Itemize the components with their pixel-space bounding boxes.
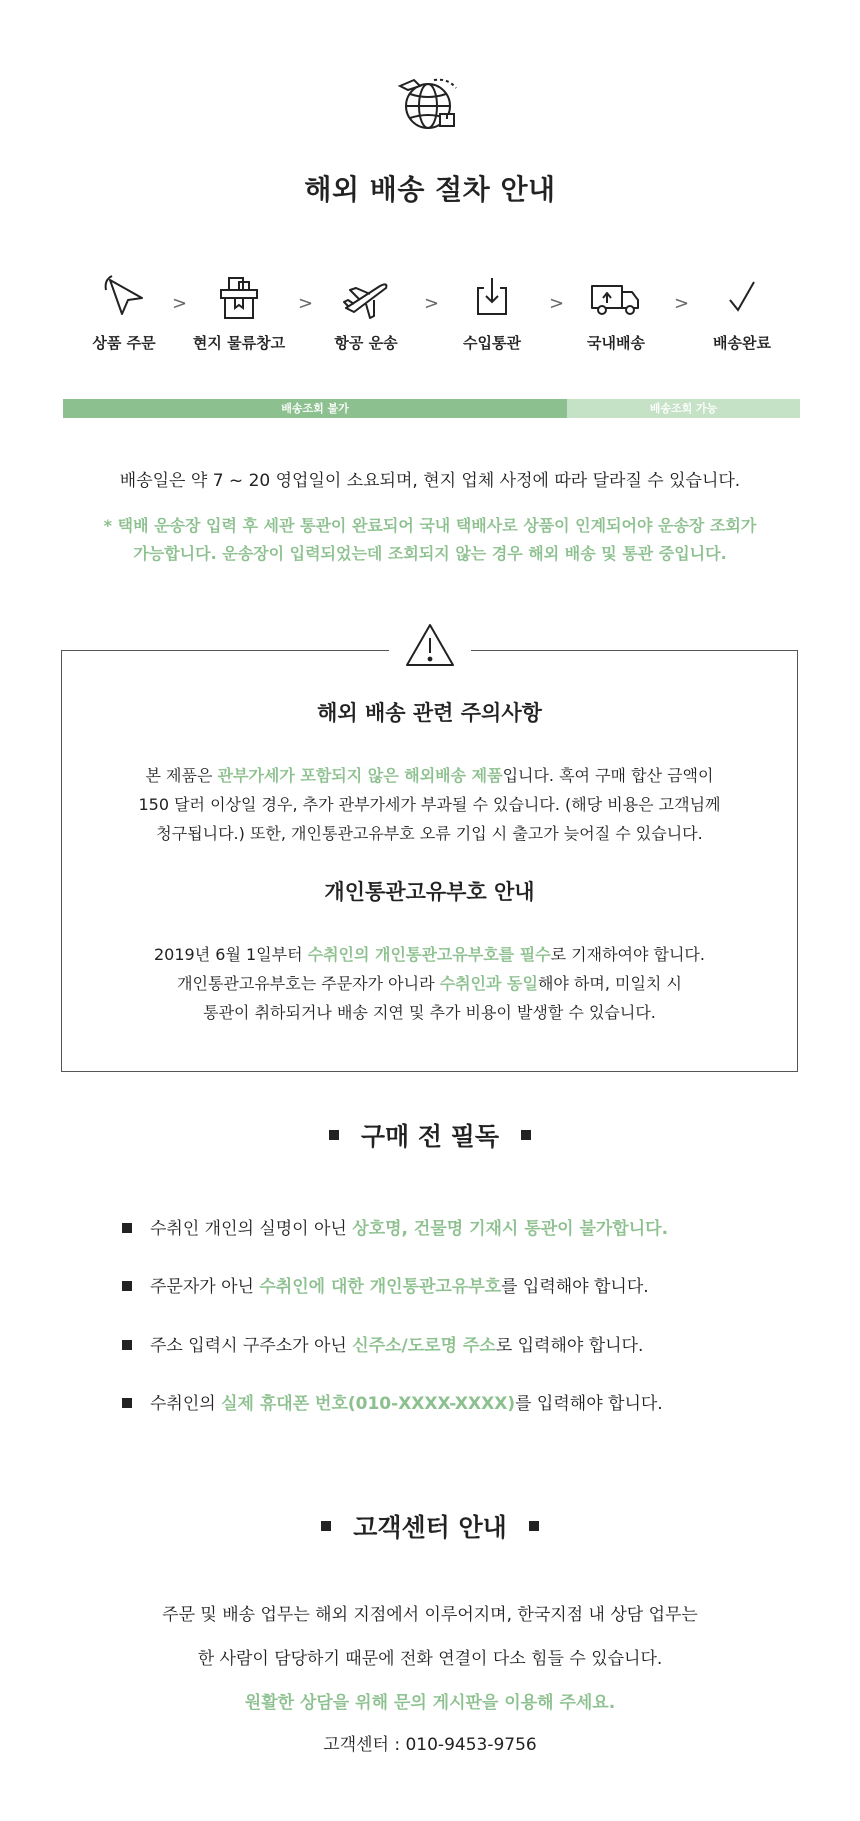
- text-line: 청구됩니다.) 또한, 개인통관고유부호 오류 기입 시 출고가 늦어질 수 있습니다.: [156, 824, 703, 843]
- step-label: 현지 물류창고: [192, 334, 286, 352]
- text-segment: 를 입력해야 합니다.: [501, 1277, 649, 1297]
- tracking-note-line: 가능합니다. 운송장이 입력되었는데 조회되지 않는 경우 해외 배송 및 통관 중입니다.: [133, 544, 727, 563]
- step-separator: >: [172, 293, 188, 314]
- text-segment: 수취인 개인의 실명이 아닌: [150, 1219, 353, 1239]
- highlight-text: 관부가세가 포함되지 않은 해외배송 제품: [217, 766, 503, 785]
- step-customs: [432, 272, 552, 353]
- page-title: 해외 배송 절차 안내: [304, 173, 556, 206]
- square-bullet-icon: [521, 1130, 531, 1140]
- tracking-note: [70, 512, 790, 568]
- must-read-title: [0, 1117, 860, 1153]
- square-bullet-icon: [122, 1281, 132, 1291]
- highlight-text: 수취인과 동일: [439, 974, 538, 993]
- step-complete: [682, 272, 802, 353]
- step-air-transport: [306, 272, 426, 353]
- highlight-text: 신주소/도로명 주소: [352, 1336, 496, 1356]
- text-segment: 로 기재하여야 합니다.: [550, 945, 705, 964]
- must-read-item: [122, 1331, 643, 1356]
- step-label: 배송완료: [713, 334, 771, 352]
- customs-code-title: 개인통관고유부호 안내: [324, 880, 535, 904]
- highlight-text: 수취인의 개인통관고유부호를 필수: [307, 945, 551, 964]
- text-line: 150 달러 이상일 경우, 추가 관부가세가 부과될 수 있습니다. (해당 비용은 고객님께: [138, 795, 721, 814]
- tracking-available-segment: 배송조회 가능: [567, 399, 800, 418]
- step-warehouse: [179, 272, 299, 353]
- download-box-icon: [432, 272, 552, 322]
- tracking-note-line: * 택배 운송장 입력 후 세관 통관이 완료되어 국내 택배사로 상품이 인계되어야 운송장 조회가: [103, 516, 757, 535]
- step-domestic-delivery: [556, 272, 676, 353]
- square-bullet-icon: [329, 1130, 339, 1140]
- step-separator: >: [424, 293, 440, 314]
- check-icon: [682, 272, 802, 322]
- highlight-text: 상호명, 건물명 기재시 통관이 불가합니다.: [352, 1219, 669, 1239]
- section-title-text: 고객센터 안내: [353, 1513, 507, 1542]
- warning-icon: [389, 618, 471, 674]
- step-separator: >: [298, 293, 314, 314]
- step-label: 수입통관: [463, 334, 521, 352]
- text-segment: 개인통관고유부호는 주문자가 아니라: [177, 974, 440, 993]
- square-bullet-icon: [321, 1521, 331, 1531]
- board-guidance-text: 원활한 상담을 위해 문의 게시판을 이용해 주세요.: [244, 1693, 616, 1713]
- text-segment: 주소 입력시 구주소가 아닌: [150, 1336, 353, 1356]
- customer-center-title: [0, 1508, 860, 1544]
- text-segment: 입니다. 혹여 구매 합산 금액이: [502, 766, 714, 785]
- section-title-text: 구매 전 필독: [360, 1122, 500, 1151]
- must-read-item: [122, 1214, 668, 1239]
- customer-center-phone: 고객센터 : 010-9453-9756: [323, 1735, 537, 1755]
- square-bullet-icon: [122, 1223, 132, 1233]
- highlight-text: 실제 휴대폰 번호(010-XXXX-XXXX): [221, 1394, 516, 1414]
- text-segment: 주문자가 아닌: [150, 1277, 260, 1297]
- tracking-availability-bar: [63, 399, 800, 418]
- airplane-icon: [306, 272, 426, 322]
- text-segment: 를 입력해야 합니다.: [515, 1394, 663, 1414]
- truck-icon: [556, 272, 676, 322]
- warehouse-box-icon: [179, 272, 299, 322]
- square-bullet-icon: [529, 1521, 539, 1531]
- text-segment: 로 입력해야 합니다.: [495, 1336, 644, 1356]
- must-read-item: [122, 1389, 663, 1414]
- step-label: 상품 주문: [92, 334, 156, 352]
- globe-shipping-icon: [396, 72, 464, 136]
- step-separator: >: [674, 293, 690, 314]
- step-order: [64, 272, 184, 353]
- text-line: 통관이 취하되거나 배송 지연 및 추가 비용이 발생할 수 있습니다.: [203, 1003, 656, 1022]
- step-separator: >: [549, 293, 565, 314]
- tracking-unavailable-segment: 배송조회 불가: [63, 399, 567, 418]
- customs-code-paragraph: [61, 940, 798, 1027]
- step-label: 국내배송: [587, 334, 645, 352]
- square-bullet-icon: [122, 1340, 132, 1350]
- must-read-item: [122, 1272, 649, 1297]
- caution-title: 해외 배송 관련 주의사항: [317, 701, 542, 725]
- delivery-days-text: 배송일은 약 7 ~ 20 영업일이 소요되며, 현지 업체 사정에 따라 달라질 수 있습니다.: [119, 471, 741, 491]
- customer-center-text: 주문 및 배송 업무는 해외 지점에서 이루어지며, 한국지점 내 상담 업무는: [162, 1605, 698, 1625]
- highlight-text: 수취인에 대한 개인통관고유부호: [259, 1277, 502, 1297]
- cursor-icon: [64, 272, 184, 322]
- text-segment: 2019년 6월 1일부터: [154, 945, 308, 964]
- text-segment: 본 제품은: [145, 766, 218, 785]
- text-segment: 수취인의: [150, 1394, 222, 1414]
- square-bullet-icon: [122, 1398, 132, 1408]
- customer-center-text: 한 사람이 담당하기 때문에 전화 연결이 다소 힘들 수 있습니다.: [197, 1649, 663, 1669]
- step-label: 항공 운송: [334, 334, 398, 352]
- text-segment: 해야 하며, 미일치 시: [537, 974, 682, 993]
- caution-paragraph: [61, 761, 798, 848]
